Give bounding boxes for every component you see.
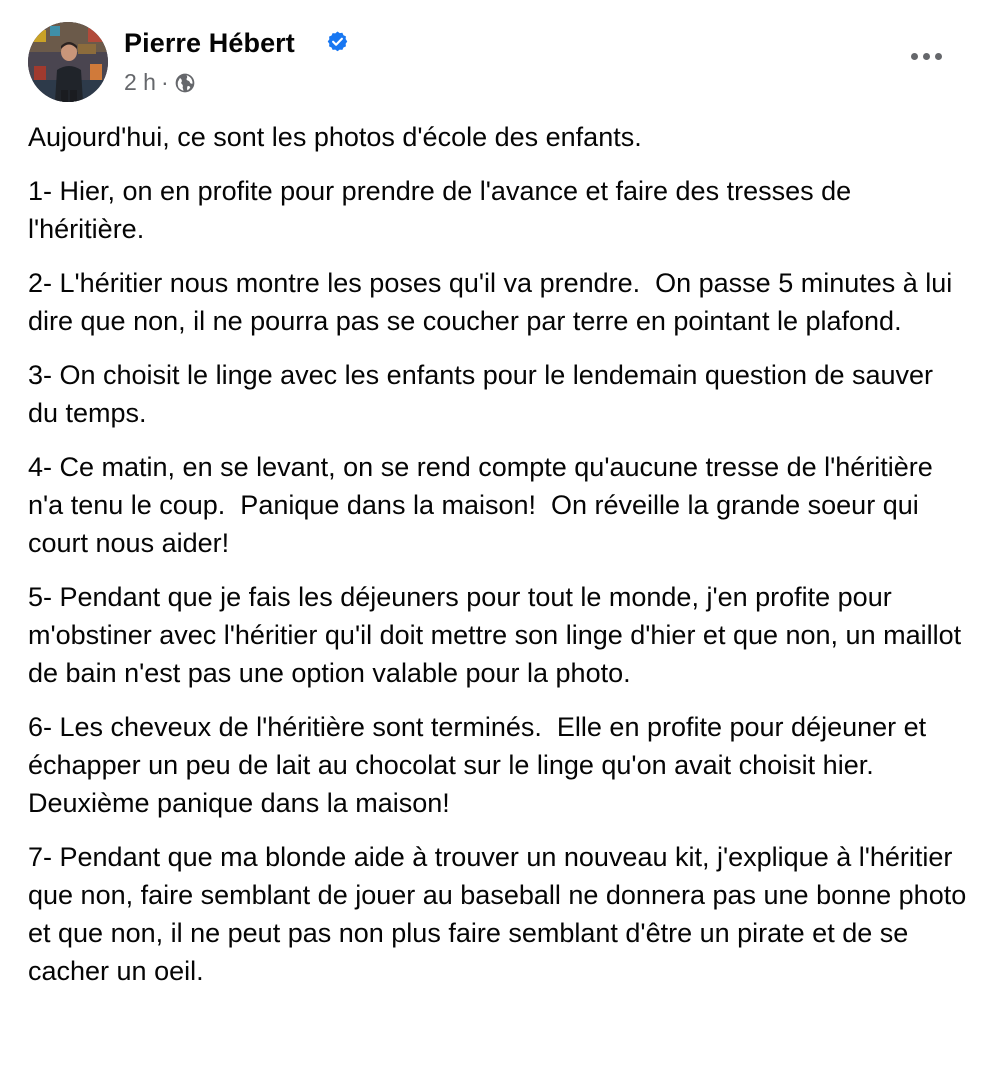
more-options-icon [935, 53, 942, 60]
globe-icon[interactable] [174, 72, 196, 94]
more-options-icon [923, 53, 930, 60]
post-header [28, 22, 958, 104]
post-paragraph: 2- L'héritier nous montre les poses qu'il va prendre. On passe 5 minutes à lui dire que non, il ne pourra pas se coucher par terre en pointant le plafond. [28, 268, 960, 336]
author-name[interactable]: Pierre Hébert [124, 28, 295, 58]
post-paragraph: 1- Hier, on en profite pour prendre de l'avance et faire des tresses de l'héritière. [28, 176, 859, 244]
post-paragraph: 5- Pendant que je fais les déjeuners pour tout le monde, j'en profite pour m'obstiner avec l'héritier qu'il doit mettre son linge d'hier et que non, un maillot de bain n'est pas une option valable pour la photo. [28, 582, 969, 688]
verified-badge-icon [326, 30, 349, 53]
post-body [28, 118, 974, 1006]
more-options-button[interactable] [908, 46, 944, 66]
post-paragraph: 7- Pendant que ma blonde aide à trouver un nouveau kit, j'explique à l'héritier que non, faire semblant de jouer au baseball ne donnera pas une bonne photo et que non, il ne peut pas non plus faire semblant d'être un pirate et de se cacher un oeil. [28, 842, 974, 986]
post-meta [124, 69, 196, 96]
post-paragraph: Aujourd'hui, ce sont les photos d'école des enfants. [28, 122, 642, 152]
post-timestamp[interactable]: 2 h [124, 69, 156, 95]
post-paragraph: 6- Les cheveux de l'héritière sont terminés. Elle en profite pour déjeuner et échapper un peu de lait au chocolat sur le linge qu'on avait choisit hier. Deuxième panique dans la maison! [28, 712, 934, 818]
more-options-icon [911, 53, 918, 60]
avatar[interactable] [28, 22, 108, 102]
post-paragraph: 3- On choisit le linge avec les enfants pour le lendemain question de sauver du temps. [28, 360, 941, 428]
meta-separator: · [160, 69, 169, 95]
post-paragraph: 4- Ce matin, en se levant, on se rend compte qu'aucune tresse de l'héritière n'a tenu le coup. Panique dans la maison! On réveille la grande soeur qui court nous aider! [28, 452, 941, 558]
